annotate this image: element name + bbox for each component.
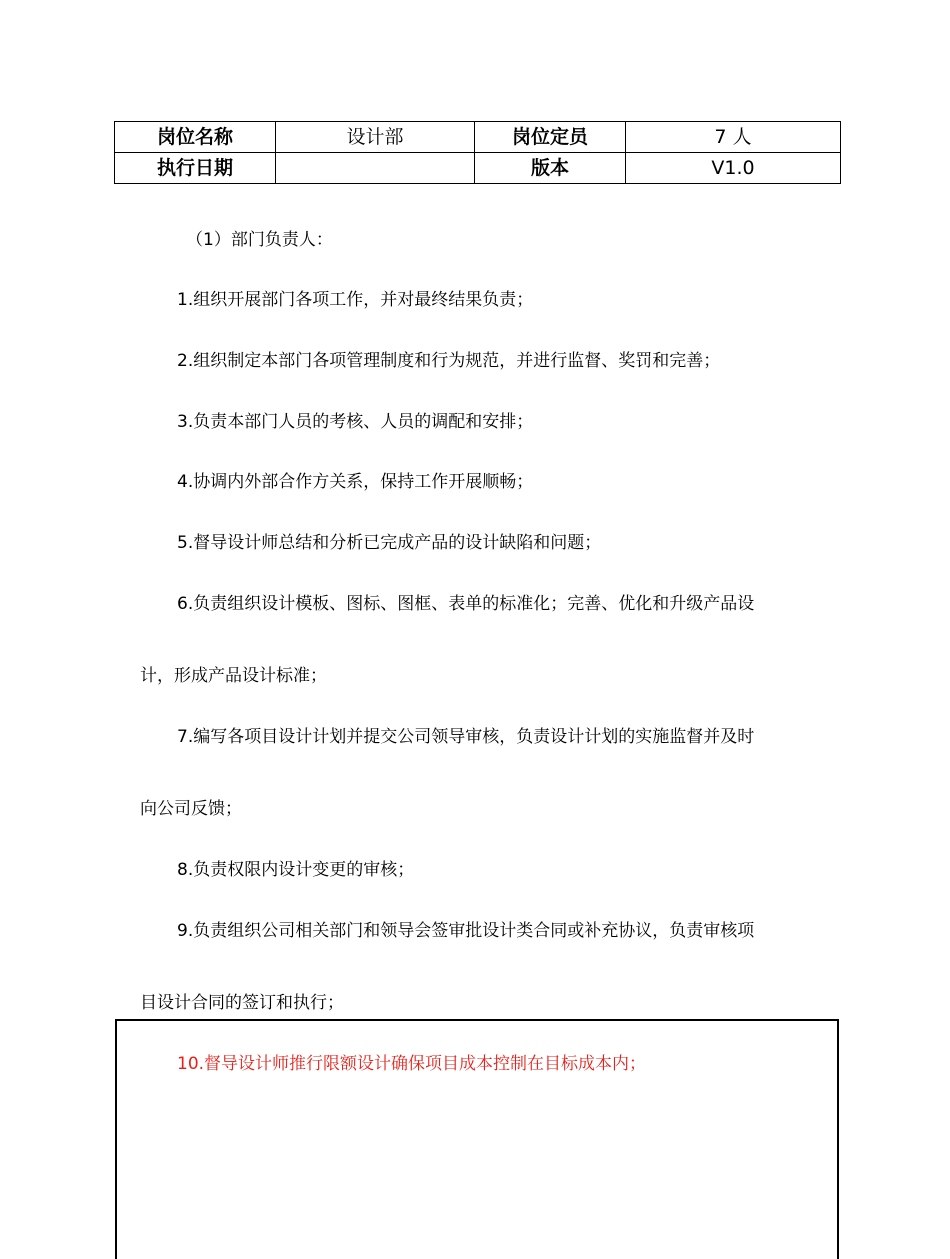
duty-item-4: 4.协调内外部合作方关系，保持工作开展顺畅；	[177, 472, 534, 492]
headcount-value: 7 人	[626, 122, 841, 153]
duty-item-3: 3.负责本部门人员的考核、人员的调配和安排；	[177, 412, 534, 432]
duty-item-9-continued: 目设计合同的签订和执行；	[140, 993, 344, 1013]
duty-item-10: 10.督导设计师推行限额设计确保项目成本控制在目标成本内；	[177, 1054, 647, 1074]
effective-date-label: 执行日期	[115, 153, 276, 184]
version-value: V1.0	[626, 153, 841, 184]
duty-item-5: 5.督导设计师总结和分析已完成产品的设计缺陷和问题；	[177, 533, 602, 553]
duty-item-2: 2.组织制定本部门各项管理制度和行为规范，并进行监督、奖罚和完善；	[177, 351, 721, 371]
table-row	[115, 153, 841, 184]
version-label: 版本	[475, 153, 626, 184]
duty-item-9: 9.负责组织公司相关部门和领导会签审批设计类合同或补充协议，负责审核项	[177, 921, 755, 941]
duty-item-6: 6.负责组织设计模板、图标、图框、表单的标准化；完善、优化和升级产品设	[177, 594, 755, 614]
duty-item-8: 8.负责权限内设计变更的审核；	[177, 860, 415, 880]
position-info-table	[114, 121, 841, 184]
duty-item-6-continued: 计，形成产品设计标准；	[140, 666, 327, 686]
duty-item-7-continued: 向公司反馈；	[140, 799, 242, 819]
duty-item-1: 1.组织开展部门各项工作，并对最终结果负责；	[177, 290, 534, 310]
position-name-value: 设计部	[276, 122, 475, 153]
section-heading: （1）部门负责人：	[186, 230, 333, 250]
position-name-label: 岗位名称	[115, 122, 276, 153]
effective-date-value	[276, 153, 475, 184]
table-row	[115, 122, 841, 153]
duty-item-7: 7.编写各项目设计计划并提交公司领导审核，负责设计计划的实施监督并及时	[177, 727, 755, 747]
headcount-label: 岗位定员	[475, 122, 626, 153]
